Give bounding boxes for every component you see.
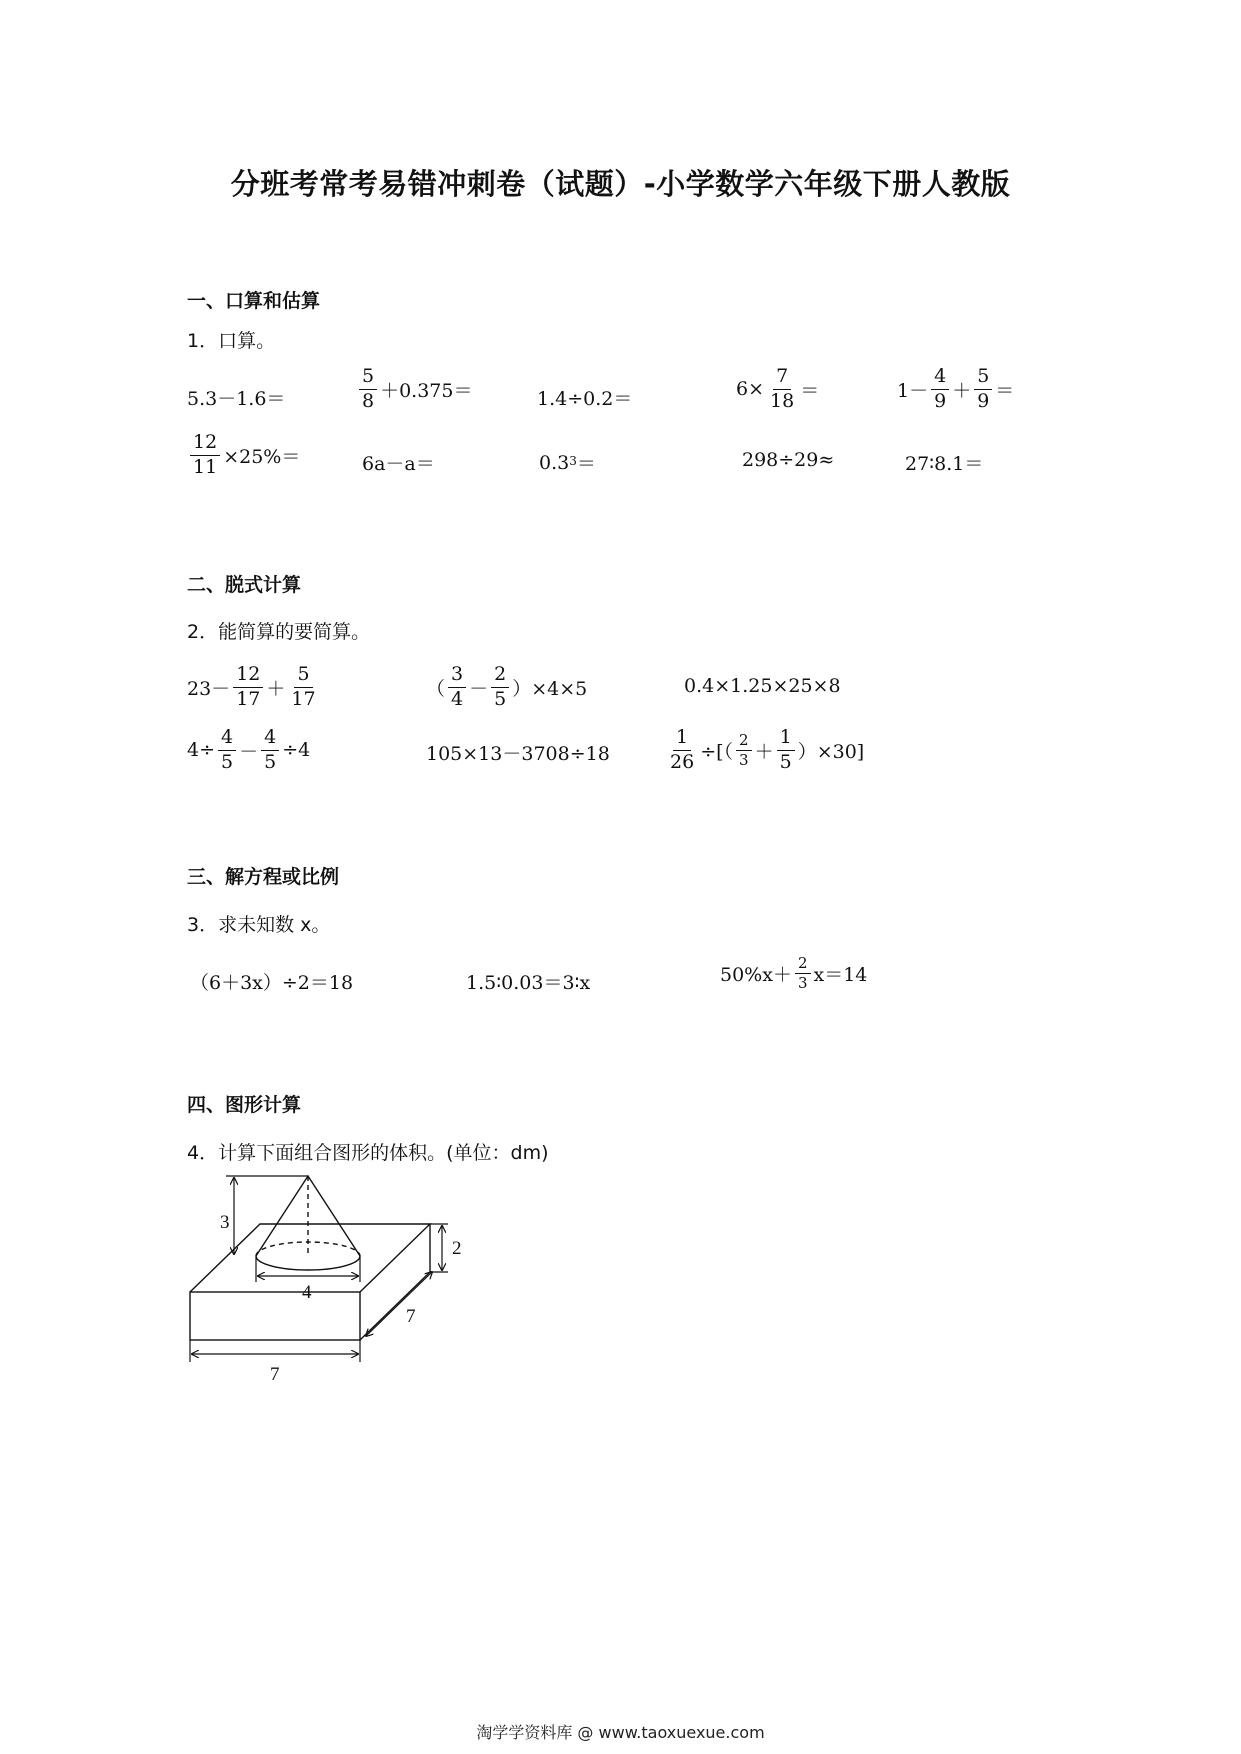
combined-solid-figure: [180, 1170, 500, 1390]
dimension-lines: [190, 1176, 448, 1362]
oral-expr-7: 6a－a＝: [362, 453, 435, 475]
label-cone-diameter: 4: [302, 1282, 312, 1303]
equation-1: （6＋3x）÷2＝18: [190, 972, 354, 994]
question-3-label: 3．求未知数 x。: [187, 914, 331, 936]
oral-expr-1: 5.3－1.6＝: [187, 388, 286, 410]
stepwise-expr-3: 0.4×1.25×25×8: [684, 675, 841, 697]
section-heading-equations: 三、解方程或比例: [187, 866, 340, 888]
section-heading-stepwise: 二、脱式计算: [187, 574, 302, 596]
question-4-label: 4．计算下面组合图形的体积。(单位：dm): [187, 1142, 549, 1164]
equation-2: 1.5∶0.03＝3∶x: [466, 972, 591, 994]
question-1-label: 1．口算。: [187, 330, 276, 352]
oral-expr-5: 1－ $\frac{4}{9}$ ＋ $\frac{5}{9}$ ＝: [897, 365, 1015, 412]
stepwise-expr-4: 4÷ $\frac{4}{5}$ － $\frac{4}{5}$ ÷4: [187, 726, 311, 773]
question-2-label: 2．能简算的要简算。: [187, 621, 371, 643]
stepwise-expr-5: 105×13－3708÷18: [426, 743, 610, 765]
cone-shape: [256, 1176, 360, 1270]
oral-expr-10: 27∶8.1＝: [905, 453, 984, 475]
stepwise-expr-2: （ $\frac{3}{4}$ － $\frac{2}{5}$ ）×4×5: [426, 663, 588, 710]
footer-source: 淘学学资料库 @ www.taoxuexue.com: [476, 1723, 765, 1742]
oral-expr-6: $\frac{12}{11}$ ×25%＝: [187, 432, 300, 479]
section-heading-oral: 一、口算和估算: [187, 290, 321, 312]
label-box-depth: 7: [406, 1306, 416, 1327]
oral-expr-3: 1.4÷0.2＝: [537, 388, 633, 410]
oral-expr-2: $\frac{5}{8}$ ＋0.375＝: [356, 366, 473, 413]
stepwise-expr-1: 23－ $\frac{12}{17}$ ＋ $\frac{5}{17}$: [187, 663, 316, 710]
stepwise-expr-6: $\frac{1}{26}$ ÷[（ $\frac{2}{3}$ ＋ $\frac{1}{5}$ ）×30]: [670, 726, 865, 773]
label-box-width: 7: [270, 1364, 280, 1385]
label-cone-height: 3: [220, 1212, 230, 1233]
oral-expr-8: 0.3 $^3$ ＝: [539, 451, 596, 475]
page-title: 分班考常考易错冲刺卷（试题）-小学数学六年级下册人教版: [230, 167, 1011, 201]
oral-expr-9: 298÷29≈: [742, 449, 835, 471]
equation-3: 50%x＋ $\frac{2}{3}$ x＝14: [720, 954, 868, 993]
label-box-height: 2: [452, 1238, 462, 1259]
oral-expr-4: 6× $\frac{7}{18}$ ＝: [736, 365, 820, 412]
section-heading-geometry: 四、图形计算: [187, 1094, 302, 1116]
